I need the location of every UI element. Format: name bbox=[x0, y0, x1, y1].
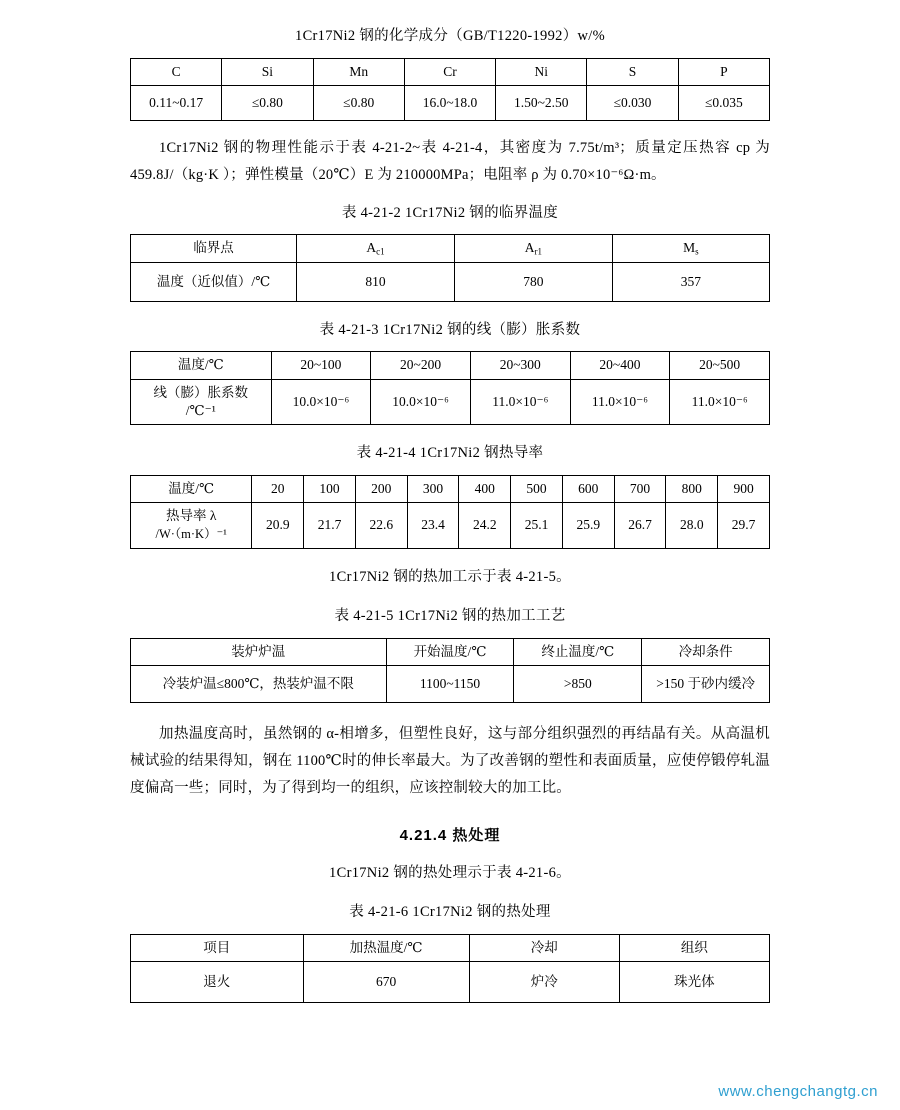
table-row bbox=[131, 639, 770, 666]
heat-treatment-table-wrap bbox=[130, 934, 770, 1003]
table-cell: ≤0.030 bbox=[587, 85, 678, 120]
table-row bbox=[131, 962, 770, 1003]
table-header-cell: 冷却 bbox=[469, 935, 619, 962]
table-cell: 1.50~2.50 bbox=[496, 85, 587, 120]
table-cell: >150 于砂内缓冷 bbox=[642, 666, 770, 703]
paragraph-hotwork-ref: 1Cr17Ni2 钢的热加工示于表 4-21-5。 bbox=[329, 568, 571, 585]
table-header-cell: Cr bbox=[404, 58, 495, 85]
row-label-line1: 线（膨）胀系数 bbox=[153, 384, 249, 400]
table-cell: 珠光体 bbox=[619, 962, 769, 1003]
table-cell: 357 bbox=[612, 262, 769, 301]
table-cell: 炉冷 bbox=[469, 962, 619, 1003]
table-cell: 28.0 bbox=[666, 503, 718, 548]
table-cell: 退火 bbox=[131, 962, 304, 1003]
document-page bbox=[0, 26, 900, 1110]
table-header-cell: 300 bbox=[407, 475, 459, 502]
table-header-cell: 项目 bbox=[131, 935, 304, 962]
table-header-cell: 400 bbox=[459, 475, 511, 502]
table-header-cell: 20~500 bbox=[670, 352, 770, 379]
heat-treatment-table bbox=[130, 934, 770, 1003]
caption-table-4-21-2: 表 4-21-2 1Cr17Ni2 钢的临界温度 bbox=[341, 204, 559, 221]
table-header-cell: 20~400 bbox=[570, 352, 670, 379]
table-header-cell: 20~100 bbox=[271, 352, 371, 379]
table-header-cell: 温度/℃ bbox=[131, 352, 272, 379]
table-cell: 0.11~0.17 bbox=[131, 85, 222, 120]
table-header-cell: S bbox=[587, 58, 678, 85]
paragraph-body-text: 加热温度高时，虽然钢的 α-相增多，但塑性良好，这与部分组织强烈的再结晶有关。从高温机械试验的结果得知，钢在 1100℃时的伸长率最大。为了改善钢的塑性和表面质量，应使停锻停轧温度偏高一些；同时，为了得到均一的组织，应该控制较大的加工比。 bbox=[130, 726, 770, 796]
table-header-cell: C bbox=[131, 58, 222, 85]
caption-table-4-21-6: 表 4-21-6 1Cr17Ni2 钢的热处理 bbox=[349, 904, 551, 921]
table-cell: ≤0.035 bbox=[678, 85, 769, 120]
paragraph-physical-properties: 1Cr17Ni2 钢的物理性能示于表 4-21-2~表 4-21-4，其密度为 7.75t/m³；质量定压热容 cp 为 459.8J/（kg·K ）；弹性模量（20℃）E 为 210000MPa；电阻率 ρ 为 0.70×10⁻⁶Ω·m。 bbox=[130, 139, 770, 183]
page-title: 1Cr17Ni2 钢的化学成分（GB/T1220-1992）w/% bbox=[295, 28, 605, 44]
table-row-label bbox=[131, 379, 272, 424]
chemical-composition-table-wrap bbox=[130, 58, 770, 121]
table-header-cell: Ni bbox=[496, 58, 587, 85]
table-header-cell: 温度/℃ bbox=[131, 475, 252, 502]
row-label-line2: /W·（m·K）⁻¹ bbox=[155, 527, 227, 542]
row-label-line2: /℃⁻¹ bbox=[185, 402, 216, 418]
table-cell: 16.0~18.0 bbox=[404, 85, 495, 120]
table-row bbox=[131, 379, 770, 424]
hot-working-table-wrap bbox=[130, 638, 770, 703]
caption-table-4-21-5: 表 4-21-5 1Cr17Ni2 钢的热加工工艺 bbox=[334, 608, 566, 625]
table-header-cell: P bbox=[678, 58, 769, 85]
thermal-conductivity-table bbox=[130, 475, 770, 549]
table-header-cell: 20~200 bbox=[371, 352, 471, 379]
table-row-label: 温度（近似值）/℃ bbox=[131, 262, 297, 301]
table-cell: 26.7 bbox=[614, 503, 666, 548]
table-cell: 10.0×10⁻⁶ bbox=[271, 379, 371, 424]
table-header-cell: $A_{r1}$ bbox=[454, 235, 612, 262]
table-header-cell: 组织 bbox=[619, 935, 769, 962]
expansion-coefficient-table-wrap bbox=[130, 351, 770, 425]
table-cell: 10.0×10⁻⁶ bbox=[371, 379, 471, 424]
table-cell: >850 bbox=[514, 666, 642, 703]
table-header-cell: Si bbox=[222, 58, 313, 85]
table-row bbox=[131, 352, 770, 379]
critical-temperature-table bbox=[130, 234, 770, 301]
table-cell: 22.6 bbox=[355, 503, 407, 548]
table-header-cell: 20~300 bbox=[470, 352, 570, 379]
thermal-conductivity-table-wrap bbox=[130, 475, 770, 549]
table-header-cell: 600 bbox=[562, 475, 614, 502]
table-cell: 25.1 bbox=[511, 503, 563, 548]
critical-temperature-table-wrap bbox=[130, 234, 770, 301]
table-row bbox=[131, 935, 770, 962]
caption-table-4-21-3: 表 4-21-3 1Cr17Ni2 钢的线（膨）胀系数 bbox=[319, 321, 581, 338]
table-row bbox=[131, 235, 770, 262]
table-cell: 810 bbox=[297, 262, 455, 301]
watermark: www.chengchangtg.cn bbox=[718, 1083, 878, 1100]
table-header-cell: 加热温度/℃ bbox=[303, 935, 469, 962]
table-header-cell: 终止温度/℃ bbox=[514, 639, 642, 666]
table-header-cell: 20 bbox=[252, 475, 304, 502]
table-cell: 23.4 bbox=[407, 503, 459, 548]
table-cell: 29.7 bbox=[718, 503, 770, 548]
table-header-cell: $M_s$ bbox=[612, 235, 769, 262]
table-header-cell: Mn bbox=[313, 58, 404, 85]
table-header-cell: $A_{c1}$ bbox=[297, 235, 455, 262]
table-header-cell: 200 bbox=[355, 475, 407, 502]
table-header-cell: 900 bbox=[718, 475, 770, 502]
table-row-label bbox=[131, 503, 252, 548]
expansion-coefficient-table bbox=[130, 351, 770, 425]
table-row bbox=[131, 85, 770, 120]
table-cell: 1100~1150 bbox=[386, 666, 514, 703]
table-cell: 670 bbox=[303, 962, 469, 1003]
row-label-line1: 热导率 λ bbox=[166, 508, 217, 524]
hot-working-table bbox=[130, 638, 770, 703]
table-cell: 21.7 bbox=[304, 503, 356, 548]
table-header-cell: 500 bbox=[511, 475, 563, 502]
table-cell: 11.0×10⁻⁶ bbox=[670, 379, 770, 424]
table-header-cell: 700 bbox=[614, 475, 666, 502]
caption-table-4-21-4: 表 4-21-4 1Cr17Ni2 钢热导率 bbox=[356, 445, 544, 462]
table-cell: 25.9 bbox=[562, 503, 614, 548]
table-row bbox=[131, 503, 770, 548]
table-row bbox=[131, 475, 770, 502]
table-cell: ≤0.80 bbox=[313, 85, 404, 120]
table-row bbox=[131, 58, 770, 85]
table-header-cell: 装炉炉温 bbox=[131, 639, 387, 666]
table-header-cell: 冷却条件 bbox=[642, 639, 770, 666]
table-header-cell: 开始温度/℃ bbox=[386, 639, 514, 666]
table-header-cell: 100 bbox=[304, 475, 356, 502]
table-row bbox=[131, 666, 770, 703]
section-heading: 4.21.4 热处理 bbox=[399, 826, 501, 844]
table-row bbox=[131, 262, 770, 301]
table-cell: 780 bbox=[454, 262, 612, 301]
table-header-cell: 800 bbox=[666, 475, 718, 502]
table-header-cell: 临界点 bbox=[131, 235, 297, 262]
table-cell: 20.9 bbox=[252, 503, 304, 548]
chemical-composition-table bbox=[130, 58, 770, 121]
table-cell: ≤0.80 bbox=[222, 85, 313, 120]
table-cell: 11.0×10⁻⁶ bbox=[470, 379, 570, 424]
table-cell: 冷装炉温≤800℃，热装炉温不限 bbox=[131, 666, 387, 703]
paragraph-heat-treatment-ref: 1Cr17Ni2 钢的热处理示于表 4-21-6。 bbox=[329, 864, 571, 881]
table-cell: 11.0×10⁻⁶ bbox=[570, 379, 670, 424]
table-cell: 24.2 bbox=[459, 503, 511, 548]
